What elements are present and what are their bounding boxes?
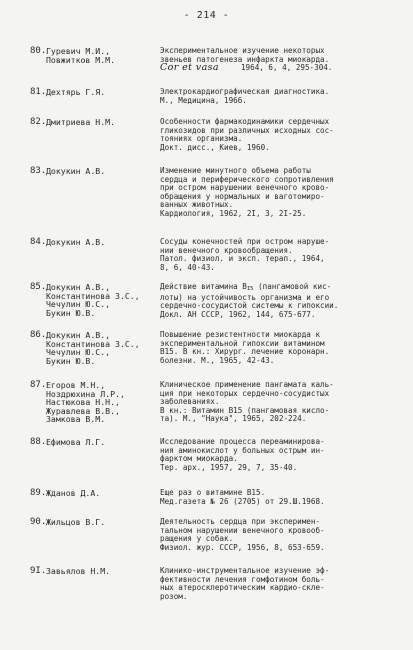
entry-line: Кардиология, 1962, 2I, 3, 2I-25.	[160, 208, 307, 218]
entry-line: Повышение резистентности миокарда к	[160, 330, 321, 339]
entry-line: обращения у нормальных и ваготомиро-	[160, 191, 325, 201]
entry-line: Клинико-инструментальное изучение эф-	[160, 566, 330, 575]
entry-authors: Докукин А.В.	[46, 237, 106, 247]
entry-description	[160, 238, 404, 272]
entry-authors: Докукин А.В., Константинова З.С., Чечулин Ю.С., Букин Ю.В.	[46, 330, 140, 366]
entry-number: 83.	[30, 166, 47, 176]
entry-number: 88.	[30, 437, 47, 447]
entry-description	[160, 88, 404, 105]
entry-line: В кн.: Витамин B15 (пангамовая кисло-	[160, 405, 330, 415]
entry-authors: Жданов Д.А.	[46, 488, 101, 498]
entry-line: заболеваниях.	[160, 397, 220, 407]
entry-line: Изменение минутного объема работы	[160, 166, 311, 175]
entry-line-head: Действие витамина B	[160, 282, 247, 291]
entry-line: Физиол. жур. СССР, 1956, 8, 653-659.	[160, 542, 325, 552]
entry-number: 85.	[30, 282, 47, 292]
entry-line: та). М., "Наука", 1965, 202-224.	[160, 414, 307, 424]
entry-line: М., Медицина, 1966.	[160, 95, 247, 105]
entry-description	[160, 489, 404, 506]
entry-line: Электрокардиографическая диагностика.	[160, 87, 330, 96]
entry-line: тальном нарушении венечного кровооб-	[160, 525, 325, 535]
entry-line: Клиническое применение пангамата каль-	[160, 380, 334, 389]
entry-authors: Докукин А.В., Константинова З.С., Чечулин Ю.С., Букин Ю.В.	[46, 282, 140, 318]
entry-line: сердца и периферического сопротивления	[160, 174, 334, 184]
entry-description	[160, 118, 404, 152]
entry-authors: Дмитриева Н.М.	[46, 117, 116, 127]
entry-line: Сосуды конечностей при остром наруше-	[160, 237, 330, 246]
entry-line: Исследование процесса переаминирова-	[160, 437, 325, 446]
entry-authors: Завьялов Н.М.	[46, 566, 111, 576]
handwritten-journal-name: Cor et vasa	[160, 62, 219, 74]
entry-number: 89.	[30, 488, 47, 498]
entry-line: нии венечного кровообращения.	[160, 245, 293, 255]
entry-line: Мед.газета № 26 (2705) от 29.Ш.1968.	[160, 496, 325, 506]
entry-line: Деятельность сердца при эксперимен-	[160, 517, 321, 526]
entry-line: ция при некоторых сердечно-сосудистых	[160, 388, 330, 398]
entry-line: звеньев патогенеза инфаркта миокарда.	[160, 54, 330, 64]
entry-line: 8, 6, 40-43.	[160, 262, 215, 272]
entry-description	[160, 283, 404, 319]
vitamin-subscript: I5	[246, 286, 254, 292]
entry-authors: Егоров М.Н., Ноздрюхина Л.Р., Настюкова Н.Н., Журавлева В.В., Замкова В.М.	[46, 380, 125, 425]
entry-line: сердечно-сосудистой системы к гипоксии.	[160, 301, 339, 311]
entry-citation-tail: 1964, 6, 4, 295-304.	[240, 63, 333, 73]
entry-authors: Дехтярь Г.Я.	[46, 87, 106, 97]
entry-number: 90.	[30, 517, 47, 527]
entry-line: ных атеросклеротическим кардио-скле-	[160, 583, 325, 593]
entry-description	[160, 47, 404, 73]
entry-line: ванных животных.	[160, 200, 234, 210]
entry-line: болезни. М., 1965, 42-43.	[160, 355, 275, 365]
entry-description	[160, 438, 404, 472]
entry-line: при остром нарушении венечного крово-	[160, 183, 330, 193]
entry-description	[160, 567, 404, 601]
entry-line: Еще раз о витамине B15.	[160, 488, 266, 497]
entry-line: Докл. АН СССР, 1962, 144, 675-677.	[160, 309, 316, 319]
entry-line: фективности лечения гомфотином боль-	[160, 574, 325, 584]
entry-line: Тер. арх., 1957, 29, 7, 35-40.	[160, 462, 298, 472]
entry-line: Докт. дисс., Киев, 1960.	[160, 142, 270, 152]
entry-description	[160, 331, 404, 365]
entry-line: фарктом миокарда.	[160, 454, 238, 464]
entry-description	[160, 381, 404, 424]
entry-number: 82.	[30, 117, 47, 127]
entry-line	[160, 64, 404, 73]
entry-description	[160, 518, 404, 552]
entry-description	[160, 167, 404, 219]
entry-number: 81.	[30, 87, 47, 97]
entry-authors: Ефимова Л.Г.	[46, 437, 106, 447]
entry-line	[160, 283, 404, 294]
entry-line: B15. В кн.: Хирург. лечение коронарн.	[160, 347, 330, 357]
entry-authors: Гуревич М.И., Повжитков М.М.	[46, 46, 116, 65]
entry-line: экспериментальной гипоксии витамином	[160, 338, 325, 348]
page-number: - 214 -	[183, 10, 230, 21]
entry-line: Патол. физиол. и эксп. терап., 1964,	[160, 254, 325, 264]
entry-line: гликозидов при различных исходных сос-	[160, 125, 334, 135]
entry-line: Экспериментальное изучение некоторых	[160, 46, 325, 55]
entry-line: ращения у собак.	[160, 534, 234, 544]
entry-authors: Докукин А.В.	[46, 166, 106, 176]
entry-number: 9I.	[30, 566, 47, 576]
entry-line: розом.	[160, 591, 188, 601]
entry-authors: Жильцов В.Г.	[46, 517, 106, 527]
entry-line: Особенности фармакодинамики сердечных	[160, 117, 330, 126]
entry-line: тояниях организма.	[160, 134, 243, 144]
entry-line: ния аминокислот у больных острым ин-	[160, 445, 325, 455]
entry-line-tail: (пангамовой кис-	[253, 282, 332, 291]
entry-line: лоты) на устойчивость организма и его	[160, 292, 330, 302]
entry-number: 84.	[30, 237, 47, 247]
entry-number: 80.	[30, 46, 47, 56]
entry-number: 87.	[30, 380, 47, 390]
entry-number: 86.	[30, 330, 47, 340]
